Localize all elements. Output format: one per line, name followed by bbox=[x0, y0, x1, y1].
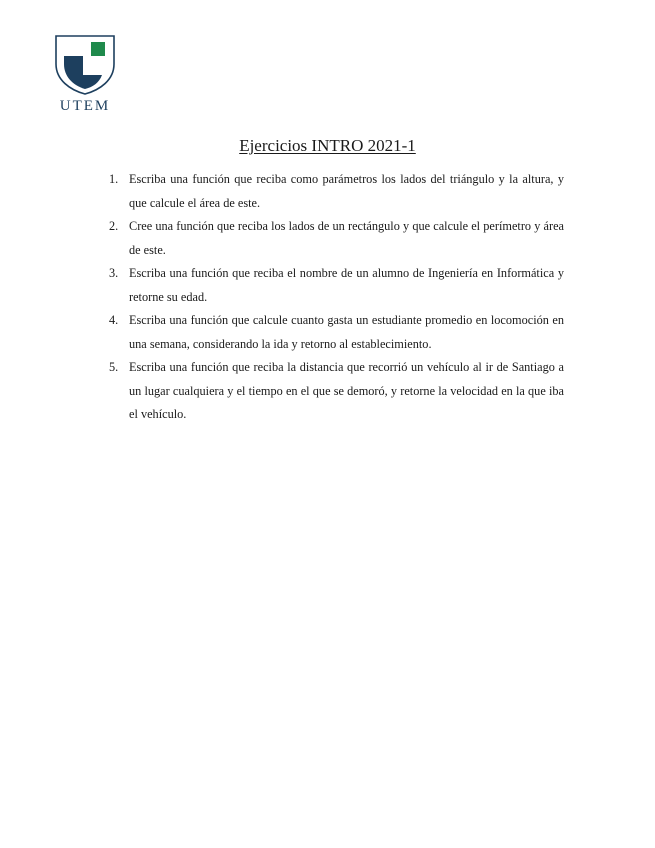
utem-shield-icon bbox=[50, 34, 120, 96]
exercise-text: Cree una función que reciba los lados de un rectángulo y que calcule el perímetro y área de este. bbox=[129, 219, 564, 257]
exercise-item-5 bbox=[109, 356, 564, 427]
exercise-text: Escriba una función que reciba el nombre de un alumno de Ingeniería en Informática y retorne su edad. bbox=[129, 266, 564, 304]
exercise-list bbox=[109, 168, 564, 427]
exercise-number: 1. bbox=[109, 172, 119, 186]
exercise-item-2 bbox=[109, 215, 564, 262]
exercise-text: Escriba una función que reciba la distancia que recorrió un vehículo al ir de Santiago a un lugar cualquiera y el tiempo en el que se demoró, y retorne la velocidad en la que iba el vehículo. bbox=[129, 360, 564, 421]
exercise-text: Escriba una función que reciba como parámetros los lados del triángulo y la altura, y que calcule el área de este. bbox=[129, 172, 564, 210]
exercise-number: 2. bbox=[109, 219, 119, 233]
exercise-number: 4. bbox=[109, 313, 119, 327]
utem-logo bbox=[50, 34, 120, 116]
exercise-text: Escriba una función que calcule cuanto gasta un estudiante promedio en locomoción en una semana, considerando la ida y retorno al establecimiento. bbox=[129, 313, 564, 351]
exercise-item-4 bbox=[109, 309, 564, 356]
exercise-number: 5. bbox=[109, 360, 119, 374]
logo-text: UTEM bbox=[59, 98, 111, 114]
exercise-number: 3. bbox=[109, 266, 119, 280]
page-title: Ejercicios INTRO 2021-1 bbox=[239, 136, 416, 155]
exercise-item-1 bbox=[109, 168, 564, 215]
exercise-item-3 bbox=[109, 262, 564, 309]
